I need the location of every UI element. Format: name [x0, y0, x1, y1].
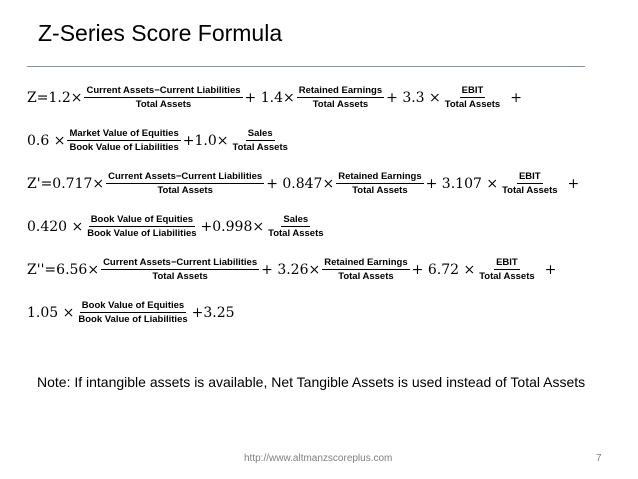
z-plus: +: [510, 89, 522, 106]
note-text: Note: If intangible assets is available, Net Tangible Assets is used instead of Total Assets: [37, 374, 586, 390]
title-divider: [27, 66, 585, 67]
z-formula-line1: [27, 85, 522, 110]
fraction-denominator: Total Assets: [312, 99, 369, 110]
z-fraction-working-capital: [84, 85, 242, 110]
fraction-numerator: Current Assets−Current Liabilities: [103, 257, 258, 268]
z-formula-line2: [27, 128, 292, 153]
zprime-operator: +0.998×: [200, 218, 265, 235]
fraction-numerator: Retained Earnings: [298, 85, 383, 96]
fraction-numerator: Retained Earnings: [324, 257, 408, 268]
fraction-denominator: Total Assets: [152, 271, 208, 282]
z-operator: +1.0×: [182, 132, 229, 149]
fraction-denominator: Total Assets: [479, 271, 535, 282]
zdoubleprime-plus: +: [544, 261, 557, 278]
fraction-numerator: Current Assets−Current Liabilities: [108, 171, 263, 182]
fraction-denominator: Total Assets: [135, 99, 192, 110]
zdoubleprime-lead: Z''=6.56×: [27, 261, 100, 278]
zdoubleprime-operator: + 3.26×: [261, 261, 321, 278]
zdoubleprime-formula-line2: [27, 300, 235, 325]
fraction-numerator: EBIT: [496, 257, 518, 268]
fraction-numerator: Book Value of Equities: [90, 214, 194, 225]
zdoubleprime-fraction-retained-earnings: [322, 257, 409, 282]
zprime-fraction-book-value: [85, 214, 198, 239]
fraction-denominator: Total Assets: [232, 142, 288, 153]
page-number: 7: [596, 453, 602, 464]
fraction-denominator: Total Assets: [268, 228, 324, 239]
zdoubleprime-formula-line1: [27, 257, 556, 282]
zdoubleprime-constant: +3.25: [191, 304, 235, 321]
fraction-denominator: Book Value of Liabilities: [87, 228, 197, 239]
fraction-denominator: Book Value of Liabilities: [69, 142, 179, 153]
zdoubleprime-fraction-book-value: [76, 300, 189, 325]
zprime-operator: + 3.107 ×: [425, 175, 499, 192]
fraction-numerator: EBIT: [518, 171, 541, 182]
z-fraction-sales: [230, 128, 289, 153]
zprime-plus: +: [567, 175, 580, 192]
z-fraction-retained-earnings: [297, 85, 384, 110]
zprime-formula-line1: [27, 171, 579, 196]
fraction-numerator: Retained Earnings: [338, 171, 422, 182]
zdoubleprime-fraction-ebit: [477, 257, 536, 282]
slide-title: Z-Series Score Formula: [38, 20, 283, 46]
fraction-denominator: Total Assets: [444, 99, 501, 110]
zdoubleprime-fraction-working-capital: [101, 257, 259, 282]
z-fraction-market-value: [67, 128, 180, 153]
z-fraction-ebit: [443, 85, 502, 110]
zprime-lead: 0.420 ×: [27, 218, 84, 235]
z-operator: + 1.4×: [244, 89, 295, 106]
fraction-denominator: Total Assets: [502, 185, 558, 196]
fraction-denominator: Total Assets: [338, 271, 394, 282]
fraction-numerator: EBIT: [461, 85, 484, 96]
fraction-denominator: Total Assets: [157, 185, 213, 196]
zprime-fraction-working-capital: [106, 171, 264, 196]
zprime-fraction-sales: [266, 214, 325, 239]
z-operator: + 3.3 ×: [386, 89, 441, 106]
zdoubleprime-operator: + 6.72 ×: [411, 261, 476, 278]
z-lead: Z=1.2×: [27, 89, 83, 106]
fraction-numerator: Book Value of Equities: [81, 300, 185, 311]
footer-url: http://www.altmanzscoreplus.com: [244, 453, 393, 464]
z-lead: 0.6 ×: [27, 132, 66, 149]
fraction-denominator: Book Value of Liabilities: [78, 314, 188, 325]
fraction-numerator: Current Assets−Current Liabilities: [86, 85, 241, 96]
zprime-operator: + 0.847×: [266, 175, 335, 192]
zdoubleprime-lead: 1.05 ×: [27, 304, 75, 321]
fraction-numerator: Sales: [283, 214, 309, 225]
fraction-numerator: Market Value of Equities: [69, 128, 179, 139]
fraction-numerator: Sales: [247, 128, 273, 139]
zprime-fraction-retained-earnings: [336, 171, 423, 196]
zprime-formula-line2: [27, 214, 328, 239]
zprime-fraction-ebit: [500, 171, 559, 196]
zprime-lead: Z'=0.717×: [27, 175, 105, 192]
fraction-denominator: Total Assets: [352, 185, 408, 196]
